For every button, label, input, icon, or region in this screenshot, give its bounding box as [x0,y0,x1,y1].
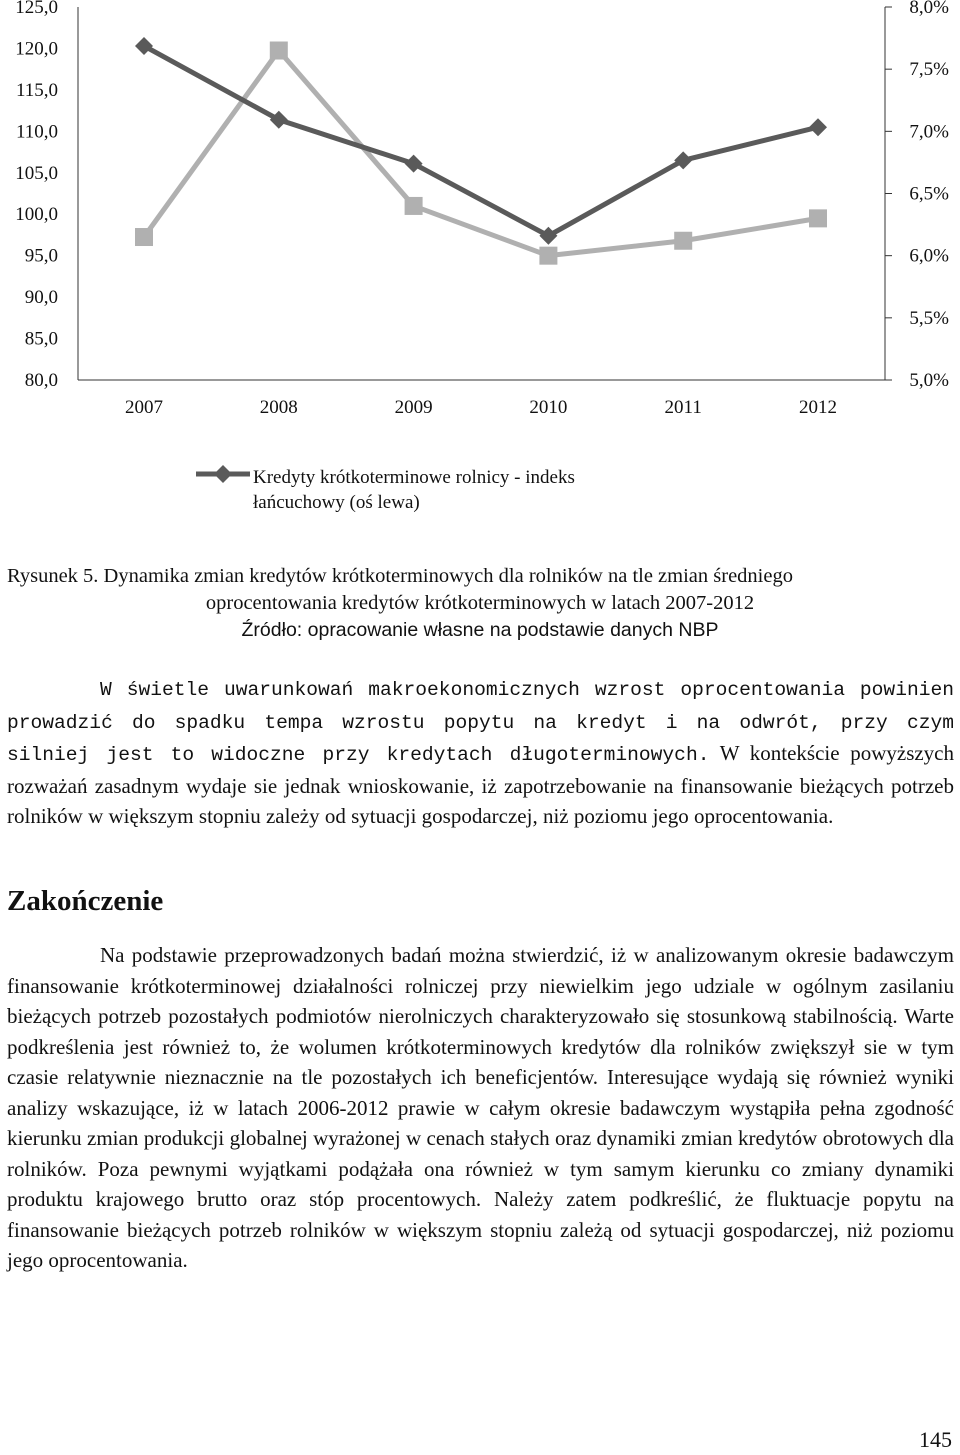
right-tick-label: 6,5% [909,183,949,205]
left-tick-label: 110,0 [15,121,58,143]
section-heading: Zakończenie [7,885,164,917]
x-axis [125,397,837,418]
page-number: 145 [919,1427,952,1452]
series-line-credits-index [144,46,818,236]
left-tick-label: 90,0 [24,287,58,309]
data-point-diamond [270,111,288,129]
figure-source: Źródło: opracowanie własne na podstawie danych NBP [241,619,719,641]
left-tick-label: 115,0 [15,79,58,101]
right-axis [885,0,949,391]
data-point-square [809,209,827,227]
left-tick-label: 120,0 [15,38,58,60]
left-tick-label: 105,0 [15,162,58,184]
left-tick-label: 80,0 [24,370,58,391]
left-tick-label: 95,0 [24,245,58,267]
data-point-square [674,232,692,250]
x-tick-label: 2007 [125,397,163,418]
data-point-square [270,42,288,60]
x-tick-label: 2011 [664,397,702,418]
x-tick-label: 2010 [529,397,568,418]
legend-label-line1: Kredyty krótkoterminowe rolnicy - indeks [253,467,575,488]
left-tick-label: 125,0 [15,0,58,18]
right-tick-label: 6,0% [909,245,949,267]
x-tick-label: 2008 [259,397,298,418]
legend [196,465,575,513]
right-tick-label: 5,0% [909,370,949,391]
data-point-diamond [135,37,153,55]
legend-label-line2: łańcuchowy (oś lewa) [253,492,420,513]
right-tick-label: 7,0% [909,121,949,143]
left-axis [15,0,58,391]
data-point-square [135,228,153,246]
paragraph-1-rest: W kontekście powyższych rozważań zasadnym wydaje sie jednak wnioskowanie, iż zapotrzebowanie na finansowanie bieżących potrzeb rolników w większym stopniu zależy od sytuacji gospodarczej, niż poziomu jego oprocentowania. [7,741,955,828]
figure-caption-line1: Rysunek 5. Dynamika zmian kredytów krótkoterminowych dla rolników na tle zmian średniego [7,565,793,587]
legend-diamond-marker [214,465,232,483]
plot-area [78,7,885,380]
data-point-diamond [809,118,827,136]
x-tick-label: 2009 [394,397,433,418]
data-point-square [405,197,423,215]
figure-caption-line2: oprocentowania kredytów krótkoterminowych w latach 2007-2012 [205,592,755,614]
left-tick-label: 85,0 [24,328,58,350]
data-point-square [539,247,557,265]
paragraph-1 [7,673,954,832]
right-tick-label: 5,5% [909,307,949,329]
left-tick-label: 100,0 [15,204,58,226]
paragraph-1-lead: W świetle uwarunkowań makroekonomicznych wzrost oprocentowania powinien prowadzić do spadku tempa wzrostu popytu na kredyt i na odwrót, przy czym silniej jest to widoczne przy kredytach długoterminowych. [7,679,954,766]
right-tick-label: 8,0% [909,0,949,18]
right-tick-label: 7,5% [909,59,949,81]
data-point-diamond [405,155,423,173]
line-chart [0,0,960,530]
paragraph-2: Na podstawie przeprowadzonych badań można stwierdzić, iż w analizowanym okresie badawczym finansowanie krótkoterminowej działalności rolniczej przy niewielkim jego udziale w ogólnym zasilaniu bieżących potrzeb pozostałych podmiotów nierolniczych charakteryzowało się stosunkową stabilnością. Warte podkreślenia jest również to, że wolumen krótkoterminowych kredytów dla rolników zwiększył sie w tym czasie relatywnie nieznacznie na tle pozostałych ich beneficjentów. Interesujące wydają się również wyniki analizy wskazujące, iż w latach 2006-2012 prawie w całym okresie badawczym wystąpiła pełna zgodność kierunku zmian produkcji globalnej wyrażonej w cenach stałych oraz dynamiki zmian kredytów obrotowych dla rolników. Poza pewnymi wyjątkami podążała ona również w tym samym kierunku co zmiany dynamiki produktu krajowego brutto oraz stóp procentowych. Należy zatem podkreślić, że fluktuacje popytu na finansowanie bieżących potrzeb rolników w większym stopniu zależą od sytuacji gospodarczej, niż poziomu jego oprocentowania. [7,943,954,1272]
x-tick-label: 2012 [799,397,837,418]
